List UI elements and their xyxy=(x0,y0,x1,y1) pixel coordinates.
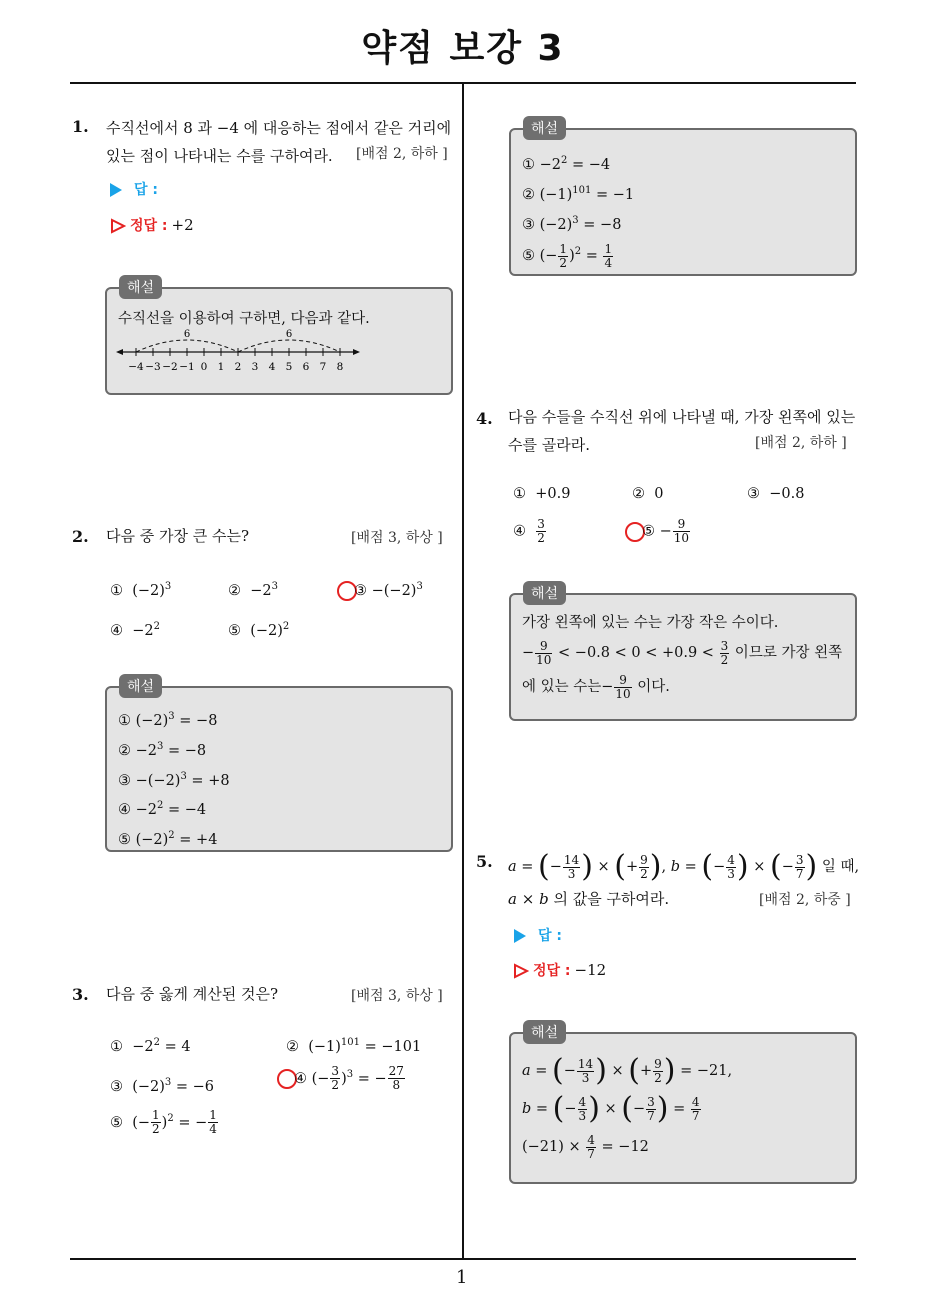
question-2-option-3[interactable]: ③ $-(-2)^3$ xyxy=(340,574,423,604)
footer-divider xyxy=(70,1258,856,1260)
question-3-points: [배점 3, 하상 ] xyxy=(351,988,443,1004)
question-2-points: [배점 3, 하상 ] xyxy=(351,530,443,546)
question-2-text: 다음 중 가장 큰 수는? xyxy=(106,527,250,545)
number-line-tick-label: −4 xyxy=(128,361,144,373)
number-line-tick-label: 8 xyxy=(336,361,344,373)
selected-circle-icon xyxy=(277,1069,297,1089)
q5-exp-line-1: a = (− $\frac{14}{3}$ ) × (+ $\frac{9}{2}$ ) = −21, xyxy=(522,1053,733,1088)
question-3-text: 다음 중 옳게 계산된 것은? xyxy=(106,985,279,1003)
number-line-tick-label: 5 xyxy=(285,361,293,373)
q4-exp-line-1: 가장 왼쪽에 있는 수는 가장 작은 수이다. xyxy=(522,615,779,631)
question-4-line-2: 수를 골라라. xyxy=(508,436,590,454)
q2-exp-line-3: ③ $-(-2)^3 = +8$ xyxy=(118,770,230,789)
question-4-number: 4. xyxy=(476,409,493,428)
answer-arrow-icon xyxy=(514,929,526,943)
question-1-answer-label[interactable] xyxy=(110,179,158,199)
question-5-line-1: a = (− $\frac{14}{3}$ ) × (+ $\frac{9}{2}$ ), b = (− $\frac{4}{3}$ ) × (− $\frac{3}{7}$ ) 일 때, xyxy=(508,849,860,884)
question-5-number: 5. xyxy=(476,852,493,871)
number-line-tick-label: 0 xyxy=(200,361,208,373)
question-5-line-2: a × b 의 값을 구하여라. xyxy=(508,890,670,908)
question-5-explanation-tag: 해설 xyxy=(523,1020,566,1044)
question-2-explanation-tag: 해설 xyxy=(119,674,162,698)
question-4-option-3[interactable]: ③ −0.8 xyxy=(747,486,805,502)
question-4-option-5[interactable]: ⑤ − $\frac{9}{10}$ xyxy=(628,518,691,545)
question-4-option-4[interactable]: ④ $\frac{3}{2}$ xyxy=(513,517,545,545)
question-1-explanation-tag: 해설 xyxy=(119,275,162,299)
number-line-tick-label: 3 xyxy=(251,361,259,373)
arc-label-left: 6 xyxy=(183,329,191,340)
question-2-option-1[interactable]: ① $(-2)^3$ xyxy=(110,581,172,599)
question-4-points: [배점 2, 하하 ] xyxy=(755,435,847,451)
q3-exp-line-4: ⑤ (− $\frac{1}{2}$ )$^2$ = $\frac{1}{4}$ xyxy=(522,241,613,270)
question-2-explanation-lines xyxy=(118,704,230,853)
question-3-option-1[interactable]: ① $-2^2 = 4$ xyxy=(110,1037,191,1055)
selected-circle-icon xyxy=(337,581,357,601)
correct-arrow-icon xyxy=(110,218,126,234)
number-line-tick-label: 1 xyxy=(217,361,225,373)
answer-label-text: 답 : xyxy=(538,928,562,944)
question-3-explanation-tag: 해설 xyxy=(523,116,566,140)
selected-circle-icon xyxy=(625,522,645,542)
question-2-number: 2. xyxy=(72,527,89,546)
question-3-number: 3. xyxy=(72,985,89,1004)
question-3-option-5[interactable]: ⑤ (− $\frac{1}{2}$ )$^2$ = − $\frac{1}{4}$ xyxy=(110,1108,217,1137)
q5-exp-line-2: b = (− $\frac{4}{3}$ ) × (− $\frac{3}{7}$ ) = $\frac{4}{7}$ xyxy=(522,1091,700,1126)
page-title: 약점 보강 3 xyxy=(361,28,565,69)
correct-label-text: 정답 : xyxy=(130,218,168,234)
question-5-explanation-lines xyxy=(522,1052,732,1166)
q3-exp-line-2: ② $(-1)^{101} = -1$ xyxy=(522,184,635,203)
question-2-option-5[interactable]: ⑤ $(-2)^2$ xyxy=(228,621,290,639)
question-3-explanation-lines xyxy=(522,148,634,271)
question-1-line-2-text: 있는 점이 나타내는 수를 구하여라. xyxy=(106,147,333,165)
q2-exp-line-4: ④ $-2^2 = -4$ xyxy=(118,800,207,819)
column-divider xyxy=(462,82,464,1260)
correct-label-text: 정답 : xyxy=(533,963,571,979)
number-line-tick-label: 6 xyxy=(302,361,310,373)
question-5-correct xyxy=(513,960,606,980)
question-1-explanation-text: 수직선을 이용하여 구하면, 다음과 같다. xyxy=(118,311,370,327)
question-4-option-2[interactable]: ② 0 xyxy=(632,486,664,502)
correct-value: +2 xyxy=(171,216,194,234)
question-5-points: [배점 2, 하중 ] xyxy=(759,892,851,908)
question-2-option-2[interactable]: ② $-2^3$ xyxy=(228,581,278,599)
number-line-tick-label: −3 xyxy=(145,361,161,373)
q2-exp-line-1: ① $(-2)^3 = -8$ xyxy=(118,711,218,729)
answer-label-text: 답 : xyxy=(134,182,158,198)
number-line-tick-label: 4 xyxy=(268,361,276,373)
question-1-correct xyxy=(110,215,194,235)
question-4-explanation-lines xyxy=(522,610,842,704)
q5-exp-line-3: (−21) × $\frac{4}{7}$ = −12 xyxy=(522,1132,649,1161)
question-5-answer-label[interactable] xyxy=(514,925,562,945)
question-1-line-1: 수직선에서 8 과 −4 에 대응하는 점에서 같은 거리에 xyxy=(106,119,452,137)
question-4-line-1: 다음 수들을 수직선 위에 나타낼 때, 가장 왼쪽에 있는 xyxy=(508,408,856,426)
q2-exp-line-5: ⑤ $(-2)^2 = +4$ xyxy=(118,830,218,849)
number-line-figure xyxy=(114,326,364,374)
answer-arrow-icon xyxy=(110,183,122,197)
number-line-tick-label: 2 xyxy=(234,361,242,373)
question-1-points: [배점 2, 하하 ] xyxy=(356,146,448,162)
question-1-number: 1. xyxy=(72,117,89,136)
q2-exp-line-2: ② $-2^3 = -8$ xyxy=(118,740,207,759)
q3-exp-line-3: ③ $(-2)^3 = -8$ xyxy=(522,214,622,233)
number-line-tick-label: −2 xyxy=(162,361,178,373)
correct-arrow-icon xyxy=(513,963,529,979)
number-line-tick-label: 7 xyxy=(319,361,327,373)
question-4-explanation-tag: 해설 xyxy=(523,581,566,605)
correct-value: −12 xyxy=(574,961,607,979)
q3-exp-line-1: ① $-2^2 = -4$ xyxy=(522,155,611,173)
question-3-option-3[interactable]: ③ $(-2)^3 = -6$ xyxy=(110,1077,215,1095)
q4-exp-line-3: 에 있는 수는− $\frac{9}{10}$ 이다. xyxy=(522,672,670,701)
number-line-tick-label: −1 xyxy=(179,361,195,373)
question-2-option-4[interactable]: ④ $-2^2$ xyxy=(110,621,160,639)
question-4-option-1[interactable]: ① +0.9 xyxy=(513,486,571,502)
q4-exp-line-2: − $\frac{9}{10}$ < −0.8 < 0 < +0.9 < $\frac{3}{2}$ 이므로 가장 왼쪽 xyxy=(522,638,843,667)
arc-label-right: 6 xyxy=(285,329,293,340)
question-3-option-2[interactable]: ② $(-1)^{101} = -101$ xyxy=(286,1037,422,1055)
question-3-option-4[interactable]: ④ (− $\frac{3}{2}$ )$^3$ = − $\frac{27}{8}$ xyxy=(280,1062,406,1092)
page-number: 1 xyxy=(456,1267,468,1288)
